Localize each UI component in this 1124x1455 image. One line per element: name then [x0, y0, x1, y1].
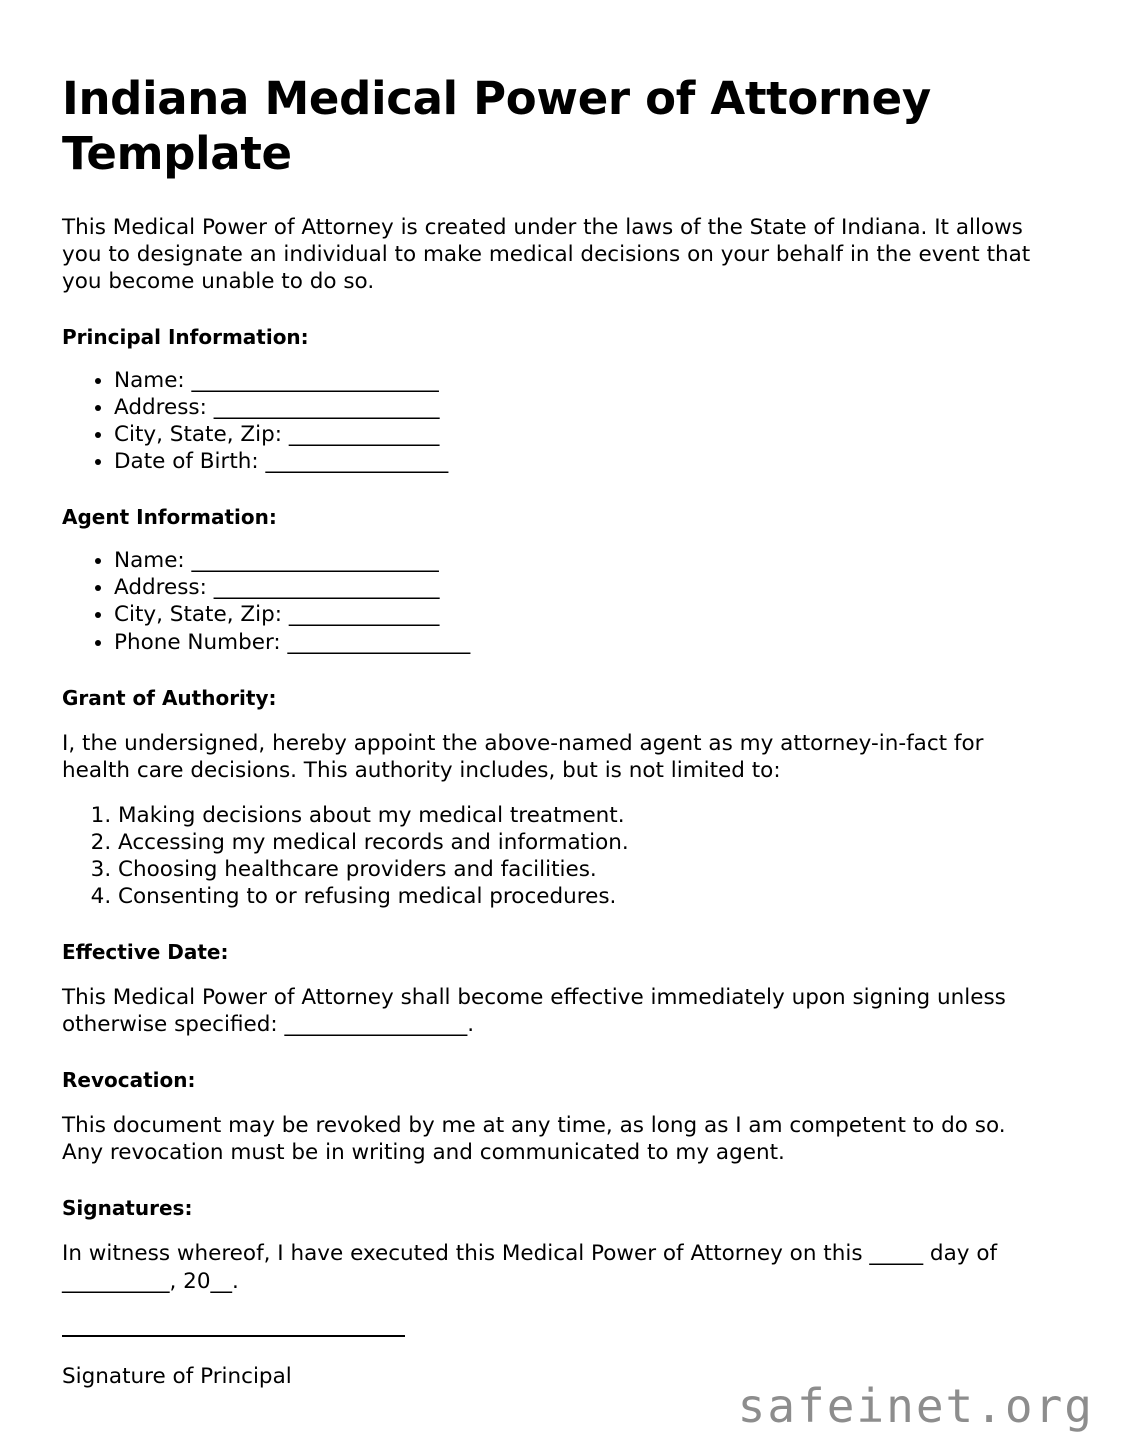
- list-item: • City, State, Zip: ______________: [114, 421, 1046, 448]
- signatures-paragraph: In witness whereof, I have executed this Medical Power of Attorney on this _____ day of __________, 20__.: [62, 1241, 998, 1294]
- list-item: 4. Consenting to or refusing medical procedures.: [118, 883, 1046, 910]
- grant-of-authority-list: [62, 802, 1046, 910]
- revocation-paragraph: This document may be revoked by me at any time, as long as I am competent to do so. Any revocation must be in writing and communicated to my agent.: [62, 1113, 1006, 1166]
- agent-information-field-list: [62, 547, 1046, 655]
- list-item: 3. Choosing healthcare providers and facilities.: [118, 856, 1046, 883]
- effective-date-paragraph: This Medical Power of Attorney shall become effective immediately upon signing unless otherwise specified: _________________.: [62, 985, 1006, 1038]
- list-item: 2. Accessing my medical records and information.: [118, 829, 1046, 856]
- list-item: • Phone Number: _________________: [114, 629, 1046, 656]
- list-item: • Date of Birth: _________________: [114, 448, 1046, 475]
- intro-paragraph: This Medical Power of Attorney is created under the laws of the State of Indiana. It allows you to designate an individual to make medical decisions on your behalf in the event that you become unable to do so.: [62, 214, 1031, 294]
- list-item: 1. Making decisions about my medical treatment.: [118, 802, 1046, 829]
- principal-information-field-list: [62, 367, 1046, 475]
- list-item: • Address: _____________________: [114, 394, 1046, 421]
- list-item: • Address: _____________________: [114, 574, 1046, 601]
- section-heading-principal-information: Principal Information:: [62, 325, 309, 350]
- section-heading-signatures: Signatures:: [62, 1196, 193, 1221]
- section-heading-revocation: Revocation:: [62, 1068, 196, 1093]
- section-heading-grant-of-authority: Grant of Authority:: [62, 685, 277, 710]
- list-item: • City, State, Zip: ______________: [114, 601, 1046, 628]
- signature-line: [62, 1335, 405, 1337]
- watermark: safeinet.org: [737, 1379, 1094, 1433]
- grant-of-authority-paragraph: I, the undersigned, hereby appoint the above-named agent as my attorney-in-fact for health care decisions. This authority includes, but is not limited to:: [62, 730, 984, 783]
- list-item: • Name: _______________________: [114, 547, 1046, 574]
- list-item: • Name: _______________________: [114, 367, 1046, 394]
- signature-caption: Signature of Principal: [62, 1363, 292, 1389]
- page-title: Indiana Medical Power of Attorney Template: [62, 72, 931, 180]
- section-heading-effective-date: Effective Date:: [62, 940, 229, 965]
- section-heading-agent-information: Agent Information:: [62, 505, 277, 530]
